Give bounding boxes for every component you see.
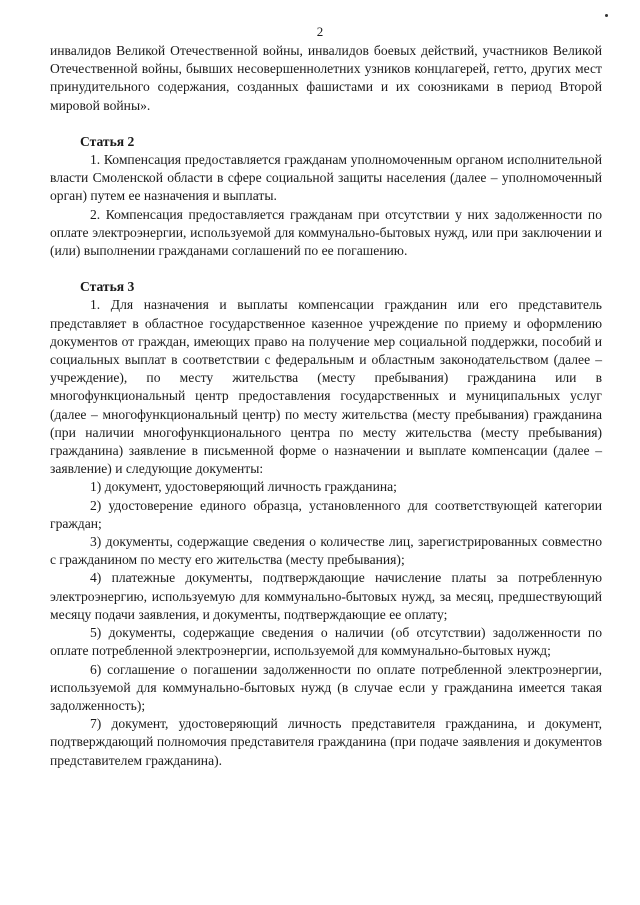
article-3-item-4: 4) платежные документы, подтверждающие начисление платы за потребленную электроэнергию, используемую для коммунально-бытовых нужд, за месяц, предшествующий месяцу подачи заявления, и документы, подтверждающие ее оплату; xyxy=(50,570,602,622)
document-body xyxy=(50,42,602,770)
scan-speck xyxy=(605,14,608,17)
article-2-paragraph-2: 2. Компенсация предоставляется гражданам при отсутствии у них задолженности по оплате электроэнергии, используемой для коммунально-бытовых нужд, или при заключении и (или) выполнении гражданами соглашений по ее погашению. xyxy=(50,206,602,259)
article-3-item-3: 3) документы, содержащие сведения о количестве лиц, зарегистрированных совместно с гражданином по месту его жительства (месту пребывания); xyxy=(50,534,602,568)
article-3-item-2: 2) удостоверение единого образца, установленного для соответствующей категории граждан; xyxy=(50,497,602,531)
page-number: 2 xyxy=(316,24,324,39)
article-2-heading: Статья 2 xyxy=(80,133,135,149)
article-3-heading: Статья 3 xyxy=(80,279,135,295)
article-2-paragraph-1: 1. Компенсация предоставляется гражданам уполномоченным органом исполнительной власти Смоленской области в сфере социальной защиты населения (далее – уполномоченный орган) путем ее назначения и выплаты. xyxy=(50,152,602,204)
article-3-item-6: 6) соглашение о погашении задолженности по оплате потребленной электроэнергии, используемой для коммунально-бытовых нужд (в случае если у гражданина имеется такая задолженность); xyxy=(50,661,602,713)
intro-paragraph: инвалидов Великой Отечественной войны, инвалидов боевых действий, участников Великой Отечественной войны, бывших несовершеннолетних узников концлагерей, гетто, других мест принудительного содержания, созданных фашистами и их союзниками в период Второй мировой войны». xyxy=(50,43,602,113)
article-3-paragraph-1: 1. Для назначения и выплаты компенсации гражданин или его представитель представляет в областное государственное казенное учреждение по приему и оформлению документов от граждан, имеющих право на получение мер социальной поддержки, пособий и социальных выплат в соответствии с федеральным и областным законодательством (далее – учреждение), по месту жительства (месту пребывания) гражданина или в многофункциональный центр предоставления государственных и муниципальных услуг (далее – многофункциональный центр) по месту жительства (месту пребывания) гражданина (при наличии многофункционального центра по месту жительства (месту пребывания) гражданина) заявление в письменной форме о назначении и выплате компенсации (далее – заявление) и следующие документы: xyxy=(50,297,602,477)
article-3-item-7: 7) документ, удостоверяющий личность представителя гражданина, и документ, подтверждающий полномочия представителя гражданина (при подаче заявления и документов представителем гражданина). xyxy=(50,716,602,768)
article-3-item-1: 1) документ, удостоверяющий личность гражданина; xyxy=(90,479,397,495)
article-3-item-5: 5) документы, содержащие сведения о наличии (об отсутствии) задолженности по оплате потребленной электроэнергии, используемой для коммунально-бытовых нужд; xyxy=(50,625,602,659)
